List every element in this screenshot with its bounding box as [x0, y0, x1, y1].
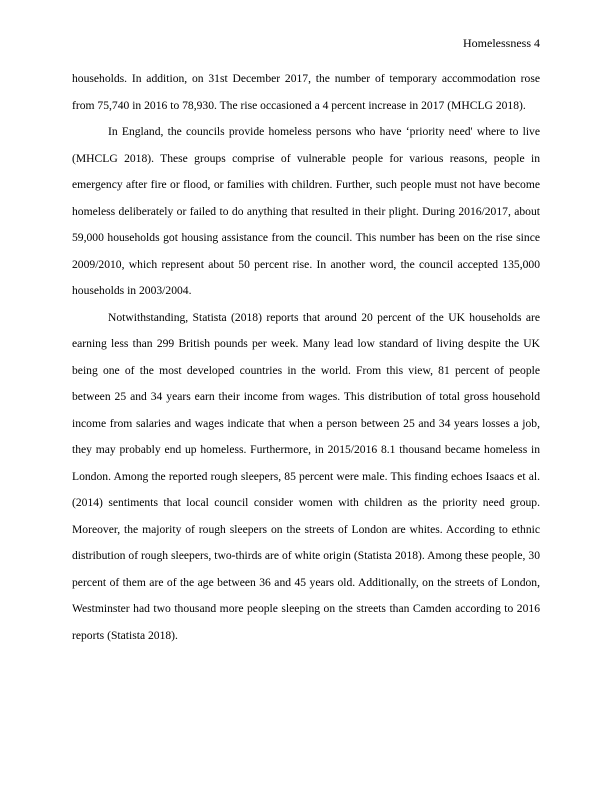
paragraph-continued: households. In addition, on 31st December 2017, the number of temporary accommodation rose from 75,740 in 2016 to 78,930. The rise occasioned a 4 percent increase in 2017 (MHCLG 2018).: [72, 72, 540, 112]
running-head: Homelessness 4: [463, 36, 540, 50]
body-text: [72, 66, 540, 649]
paragraph-england-councils: In England, the councils provide homeless persons who have ‘priority need' where to live (MHCLG 2018). These groups comprise of vulnerable people for various reasons, people in emergency after fire or flood, or families with children. Further, such people must not have become homeless deliberately or failed to do anything that resulted in their plight. During 2016/2017, about 59,000 households got housing assistance from the council. This number has been on the rise since 2009/2010, which represent about 50 percent rise. In another word, the council accepted 135,000 households in 2003/2004.: [72, 125, 540, 297]
paragraph-statista-income: Notwithstanding, Statista (2018) reports that around 20 percent of the UK households are earning less than 299 British pounds per week. Many lead low standard of living despite the UK being one of the most developed countries in the world. From this view, 81 percent of people between 25 and 34 years earn their income from wages. This distribution of total gross household income from salaries and wages indicate that when a person between 25 and 34 years losses a job, they may probably end up homeless. Furthermore, in 2015/2016 8.1 thousand became homeless in London. Among the reported rough sleepers, 85 percent were male. This finding echoes Isaacs et al. (2014) sentiments that local council consider women with children as the priority need group. Moreover, the majority of rough sleepers on the streets of London are whites. According to ethnic distribution of rough sleepers, two-thirds are of white origin (Statista 2018). Among these people, 30 percent of them are of the age between 36 and 45 years old. Additionally, on the streets of London, Westminster had two thousand more people sleeping on the streets than Camden according to 2016 reports (Statista 2018).: [72, 310, 540, 642]
